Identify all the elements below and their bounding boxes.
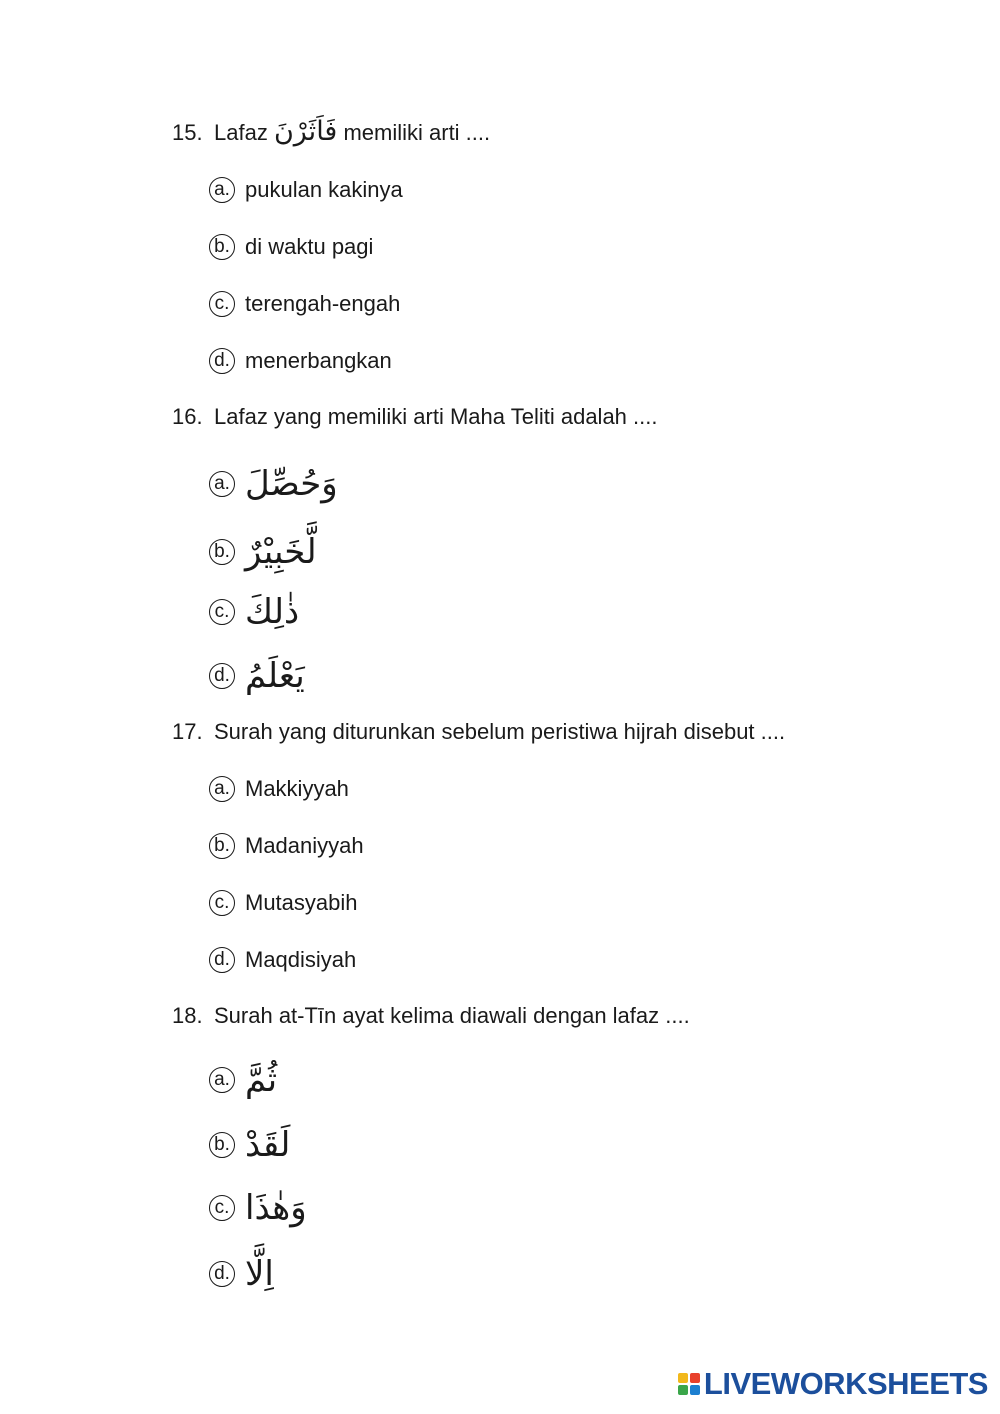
option-18-c[interactable] bbox=[209, 1183, 307, 1233]
question-suffix: memiliki arti .... bbox=[343, 120, 491, 145]
logo-block bbox=[678, 1373, 688, 1383]
answer-bubble[interactable]: b. bbox=[209, 1132, 235, 1158]
question-prefix: Lafaz bbox=[214, 120, 268, 145]
option-arabic: لَقَدْ bbox=[245, 1125, 291, 1165]
option-text: terengah-engah bbox=[245, 291, 401, 316]
answer-bubble[interactable]: c. bbox=[209, 291, 235, 317]
option-15-d[interactable] bbox=[209, 346, 392, 376]
option-text: Mutasyabih bbox=[245, 890, 358, 915]
option-15-c[interactable] bbox=[209, 289, 400, 319]
option-text: Makkiyyah bbox=[245, 776, 349, 801]
question-number: 16. bbox=[172, 404, 203, 429]
option-text: pukulan kakinya bbox=[245, 177, 403, 202]
answer-bubble[interactable]: d. bbox=[209, 663, 235, 689]
option-18-d[interactable] bbox=[209, 1249, 274, 1299]
question-15 bbox=[172, 117, 490, 148]
answer-bubble[interactable]: c. bbox=[209, 1195, 235, 1221]
logo-block bbox=[678, 1385, 688, 1395]
option-arabic: وَحُصِّلَ bbox=[245, 464, 338, 504]
option-arabic: ذٰلِكَ bbox=[245, 592, 300, 632]
option-17-a[interactable] bbox=[209, 774, 349, 804]
option-text: di waktu pagi bbox=[245, 234, 374, 259]
answer-bubble[interactable]: a. bbox=[209, 776, 235, 802]
option-arabic: يَعْلَمُ bbox=[245, 656, 305, 696]
option-18-a[interactable] bbox=[209, 1055, 277, 1105]
answer-bubble[interactable]: b. bbox=[209, 833, 235, 859]
logo-text: LIVEWORKSHEETS bbox=[703, 1366, 988, 1401]
question-number: 17. bbox=[172, 719, 203, 744]
answer-bubble[interactable]: a. bbox=[209, 1067, 235, 1093]
answer-bubble[interactable]: c. bbox=[209, 890, 235, 916]
question-text: Lafaz yang memiliki arti Maha Teliti adalah .... bbox=[214, 404, 658, 429]
logo-block bbox=[690, 1373, 700, 1383]
answer-bubble[interactable]: d. bbox=[209, 947, 235, 973]
answer-bubble[interactable]: d. bbox=[209, 348, 235, 374]
question-text: Surah yang diturunkan sebelum peristiwa hijrah disebut .... bbox=[214, 719, 786, 744]
option-17-d[interactable] bbox=[209, 945, 356, 975]
question-17 bbox=[172, 717, 785, 747]
answer-bubble[interactable]: c. bbox=[209, 599, 235, 625]
liveworksheets-logo[interactable] bbox=[678, 1366, 988, 1402]
option-18-b[interactable] bbox=[209, 1120, 290, 1170]
option-15-a[interactable] bbox=[209, 175, 403, 205]
option-text: Maqdisiyah bbox=[245, 947, 357, 972]
option-text: menerbangkan bbox=[245, 348, 392, 373]
option-arabic: لَّخَبِيْرٌ bbox=[245, 532, 317, 572]
logo-block bbox=[690, 1385, 700, 1395]
option-text: Madaniyyah bbox=[245, 833, 364, 858]
question-16 bbox=[172, 402, 657, 432]
answer-bubble[interactable]: a. bbox=[209, 177, 235, 203]
question-number: 15. bbox=[172, 120, 203, 145]
answer-bubble[interactable]: b. bbox=[209, 234, 235, 260]
option-16-a[interactable] bbox=[209, 459, 338, 509]
question-arabic-word: فَاَثَرْنَ bbox=[273, 116, 338, 147]
option-arabic: وَهٰذَا bbox=[245, 1188, 307, 1228]
option-15-b[interactable] bbox=[209, 232, 373, 262]
option-16-d[interactable] bbox=[209, 651, 305, 701]
question-text: Surah at-Tīn ayat kelima diawali dengan lafaz .... bbox=[214, 1003, 690, 1028]
answer-bubble[interactable]: d. bbox=[209, 1261, 235, 1287]
logo-blocks-icon bbox=[678, 1373, 700, 1395]
answer-bubble[interactable]: b. bbox=[209, 539, 235, 565]
option-16-b[interactable] bbox=[209, 527, 317, 577]
option-arabic: ثُمَّ bbox=[245, 1060, 278, 1100]
question-number: 18. bbox=[172, 1003, 203, 1028]
option-16-c[interactable] bbox=[209, 587, 299, 637]
option-arabic: اِلَّا bbox=[245, 1254, 274, 1294]
answer-bubble[interactable]: a. bbox=[209, 471, 235, 497]
option-17-c[interactable] bbox=[209, 888, 358, 918]
option-17-b[interactable] bbox=[209, 831, 364, 861]
question-18 bbox=[172, 1001, 690, 1031]
